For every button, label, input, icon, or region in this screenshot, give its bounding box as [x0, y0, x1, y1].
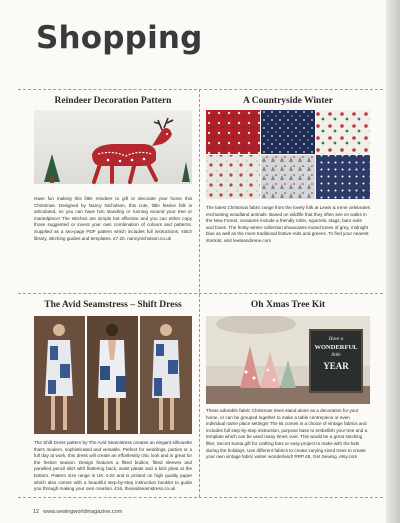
- sign-line: WONDERFUL: [314, 344, 358, 351]
- bottom-divider: [18, 497, 383, 498]
- article-body: Have fun making this little reindeer to gift or decorate your home this Christmas. Designed by Nancy Nicholson, this cute, little festive folk is articulated, so you can have him standing or running around your tree or mantelpiece! The stitches are simple but effective and you can either copy those suggested or invent your own combination of colours and patterns. Supplied as a two-page PDF pattern which includes full instructions, stitch library, stitching guides and templates. £7.20, nancynicholson.co.uk: [34, 196, 192, 241]
- top-divider: [18, 89, 383, 90]
- article-headline: A Countryside Winter: [243, 96, 333, 106]
- article-reindeer: [34, 92, 192, 292]
- page-number: 12: [33, 509, 40, 515]
- dress-photos: [34, 316, 192, 434]
- article-xmas-tree-kit: [206, 296, 370, 496]
- reindeer-photo: [34, 110, 192, 184]
- page-spine: [386, 0, 400, 523]
- article-body: The latest Christmas fabric range from the lovely folk at Lewis & Irene celebrates enchanting woodland animals. Based on wildlife that they often see on walks in the New Forest, creatures include a friendly robin, squirrels, stags, barn owls and foxes. The frosty winter collection showcases muted tones of grey, midnight blue as well as the more traditional festive reds and greens. To find your nearest stockist, visit lewisandirene.com: [206, 205, 370, 243]
- xmas-tree-photo: [206, 316, 370, 404]
- wonderful-year-sign: [312, 336, 360, 372]
- article-countryside-winter: [206, 92, 370, 292]
- article-shift-dress: [34, 296, 192, 496]
- magazine-url: www.sewingworldmagazine.com: [43, 509, 123, 515]
- column-divider: [199, 89, 200, 497]
- article-headline: Reindeer Decoration Pattern: [54, 96, 172, 106]
- article-headline: The Avid Seamstress – Shift Dress: [44, 300, 182, 310]
- sign-line: YEAR: [323, 361, 349, 371]
- article-body: The Shift Dress pattern by The Avid Seamstress creates an elegant silhouette that's modern, sophisticated and versatile. Perfect for weddings, parties or a full day at work, this dress will create an effortlessly chic look and is great for the festive season. Design features a fitted bodice, fitted sleeves and panelled pencil skirt with flattering back, waist pleats and a kick pleat at the bottom. Pattern size range is UK 4-22 and is printed on high quality paper which also comes with a beautiful step-by-step instruction booklet to guide you through making your own creation. £16, theavidseamstress.co.uk: [34, 440, 192, 492]
- sign-line: Have a: [328, 337, 344, 342]
- sign-line: little: [331, 353, 341, 358]
- page-folio: [33, 509, 126, 515]
- article-body: These adorable fabric Christmas trees stand alone as a decoration for your home, or can be grouped together to make a table centrepiece or even individual name place settings! The kit comes in a choice of vintage fabrics and includes full step-by-step instruction, purpose base to embellish your tree and a template which can be used many times over. This would be a great stocking filler, Secret Santa gift for crafting fans or easy project to make with the kids during the holidays. Use different fabrics to create varying sized trees to create your own vintage fabric winter wonderland! RRP £8, Get Sewing, etsy.com: [206, 408, 368, 460]
- article-headline: Oh Xmas Tree Kit: [250, 300, 326, 310]
- fabric-swatches: [206, 110, 370, 199]
- middle-divider: [18, 293, 383, 294]
- page-title: Shopping: [36, 20, 203, 56]
